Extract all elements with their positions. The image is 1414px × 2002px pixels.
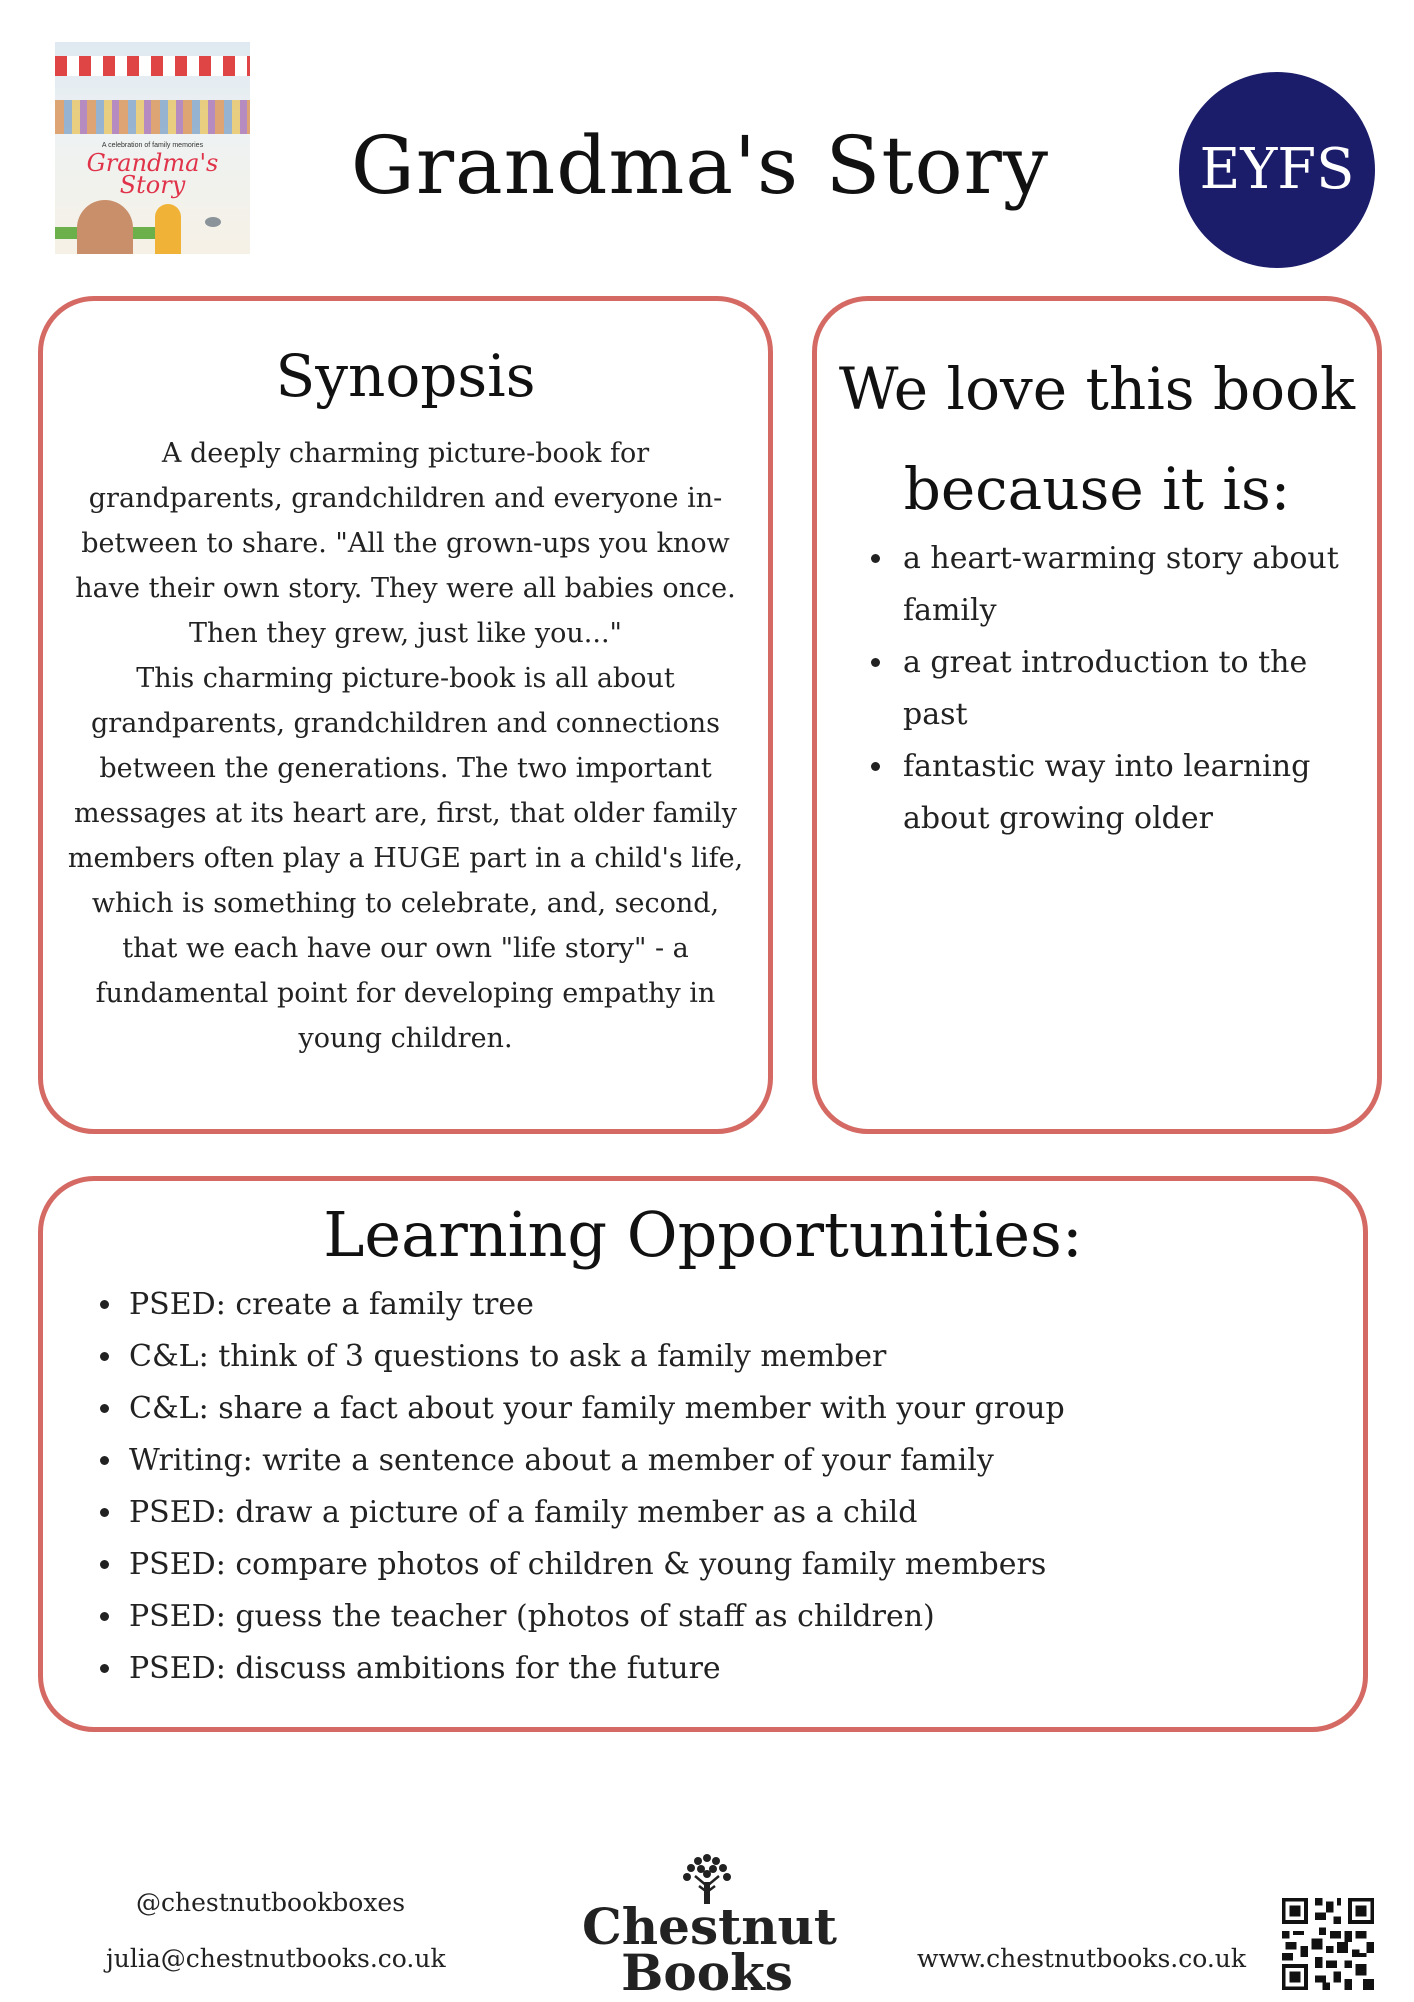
list-item: Writing: write a sentence about a member of your family	[91, 1435, 1323, 1487]
love-list	[865, 533, 1359, 845]
cover-child-figure	[155, 204, 181, 254]
love-panel	[812, 296, 1382, 1134]
eyfs-badge: EYFS	[1179, 72, 1375, 268]
synopsis-heading: Synopsis	[275, 342, 536, 410]
social-handle[interactable]: @chestnutbookboxes	[136, 1888, 406, 1917]
list-item: C&L: think of 3 questions to ask a family member	[91, 1331, 1323, 1383]
list-item: PSED: draw a picture of a family member as a child	[91, 1487, 1323, 1539]
list-item: PSED: guess the teacher (photos of staff as children)	[91, 1591, 1323, 1643]
cover-awning	[55, 56, 250, 76]
list-item: C&L: share a fact about your family member with your group	[91, 1383, 1323, 1435]
cover-bird	[205, 217, 221, 227]
synopsis-paragraph: This charming picture-book is all about grandparents, grandchildren and connections between the generations. The two important messages at its heart are, first, that older family members often play a HUGE part in a child's life, which is something to celebrate, and, second, that we each have our own "life story" - a fundamental point for developing empathy in young children.	[67, 663, 744, 1054]
love-heading-line2: because it is:	[903, 455, 1291, 523]
love-heading-line1: We love this book	[838, 355, 1356, 423]
list-item: a great introduction to the past	[865, 637, 1359, 741]
list-item: PSED: compare photos of children & young family members	[91, 1539, 1323, 1591]
page-title: Grandma's Story	[350, 119, 1050, 212]
list-item: fantastic way into learning about growing older	[865, 741, 1359, 845]
cover-grandma-figure	[77, 200, 133, 254]
learning-list	[91, 1279, 1323, 1695]
chestnut-books-logo	[582, 1852, 838, 2002]
logo-text-line1: Chestnut	[582, 1897, 838, 1956]
list-item: PSED: discuss ambitions for the future	[91, 1643, 1323, 1695]
learning-heading: Learning Opportunities:	[323, 1198, 1083, 1271]
learning-opportunities-panel	[38, 1176, 1368, 1732]
synopsis-paragraph: A deeply charming picture-book for grandparents, grandchildren and everyone in-between to share. "All the grown-ups you know have their own story. They were all babies once. Then they grew, just like you..."	[75, 438, 736, 649]
cover-title: Grandma's Story	[86, 149, 219, 199]
qr-code-icon[interactable]	[1282, 1898, 1374, 1990]
book-cover-image	[55, 42, 250, 254]
list-item: a heart-warming story about family	[865, 533, 1359, 637]
cover-tagline: A celebration of family memories	[101, 142, 204, 149]
website-link[interactable]: www.chestnutbooks.co.uk	[917, 1944, 1247, 1973]
logo-text-line2: Books	[621, 1943, 793, 2002]
cover-crowd	[55, 100, 250, 134]
list-item: PSED: create a family tree	[91, 1279, 1323, 1331]
love-heading	[817, 339, 1377, 539]
synopsis-body	[63, 431, 748, 1061]
email-link[interactable]: julia@chestnutbooks.co.uk	[106, 1944, 446, 1973]
synopsis-panel	[38, 296, 773, 1134]
